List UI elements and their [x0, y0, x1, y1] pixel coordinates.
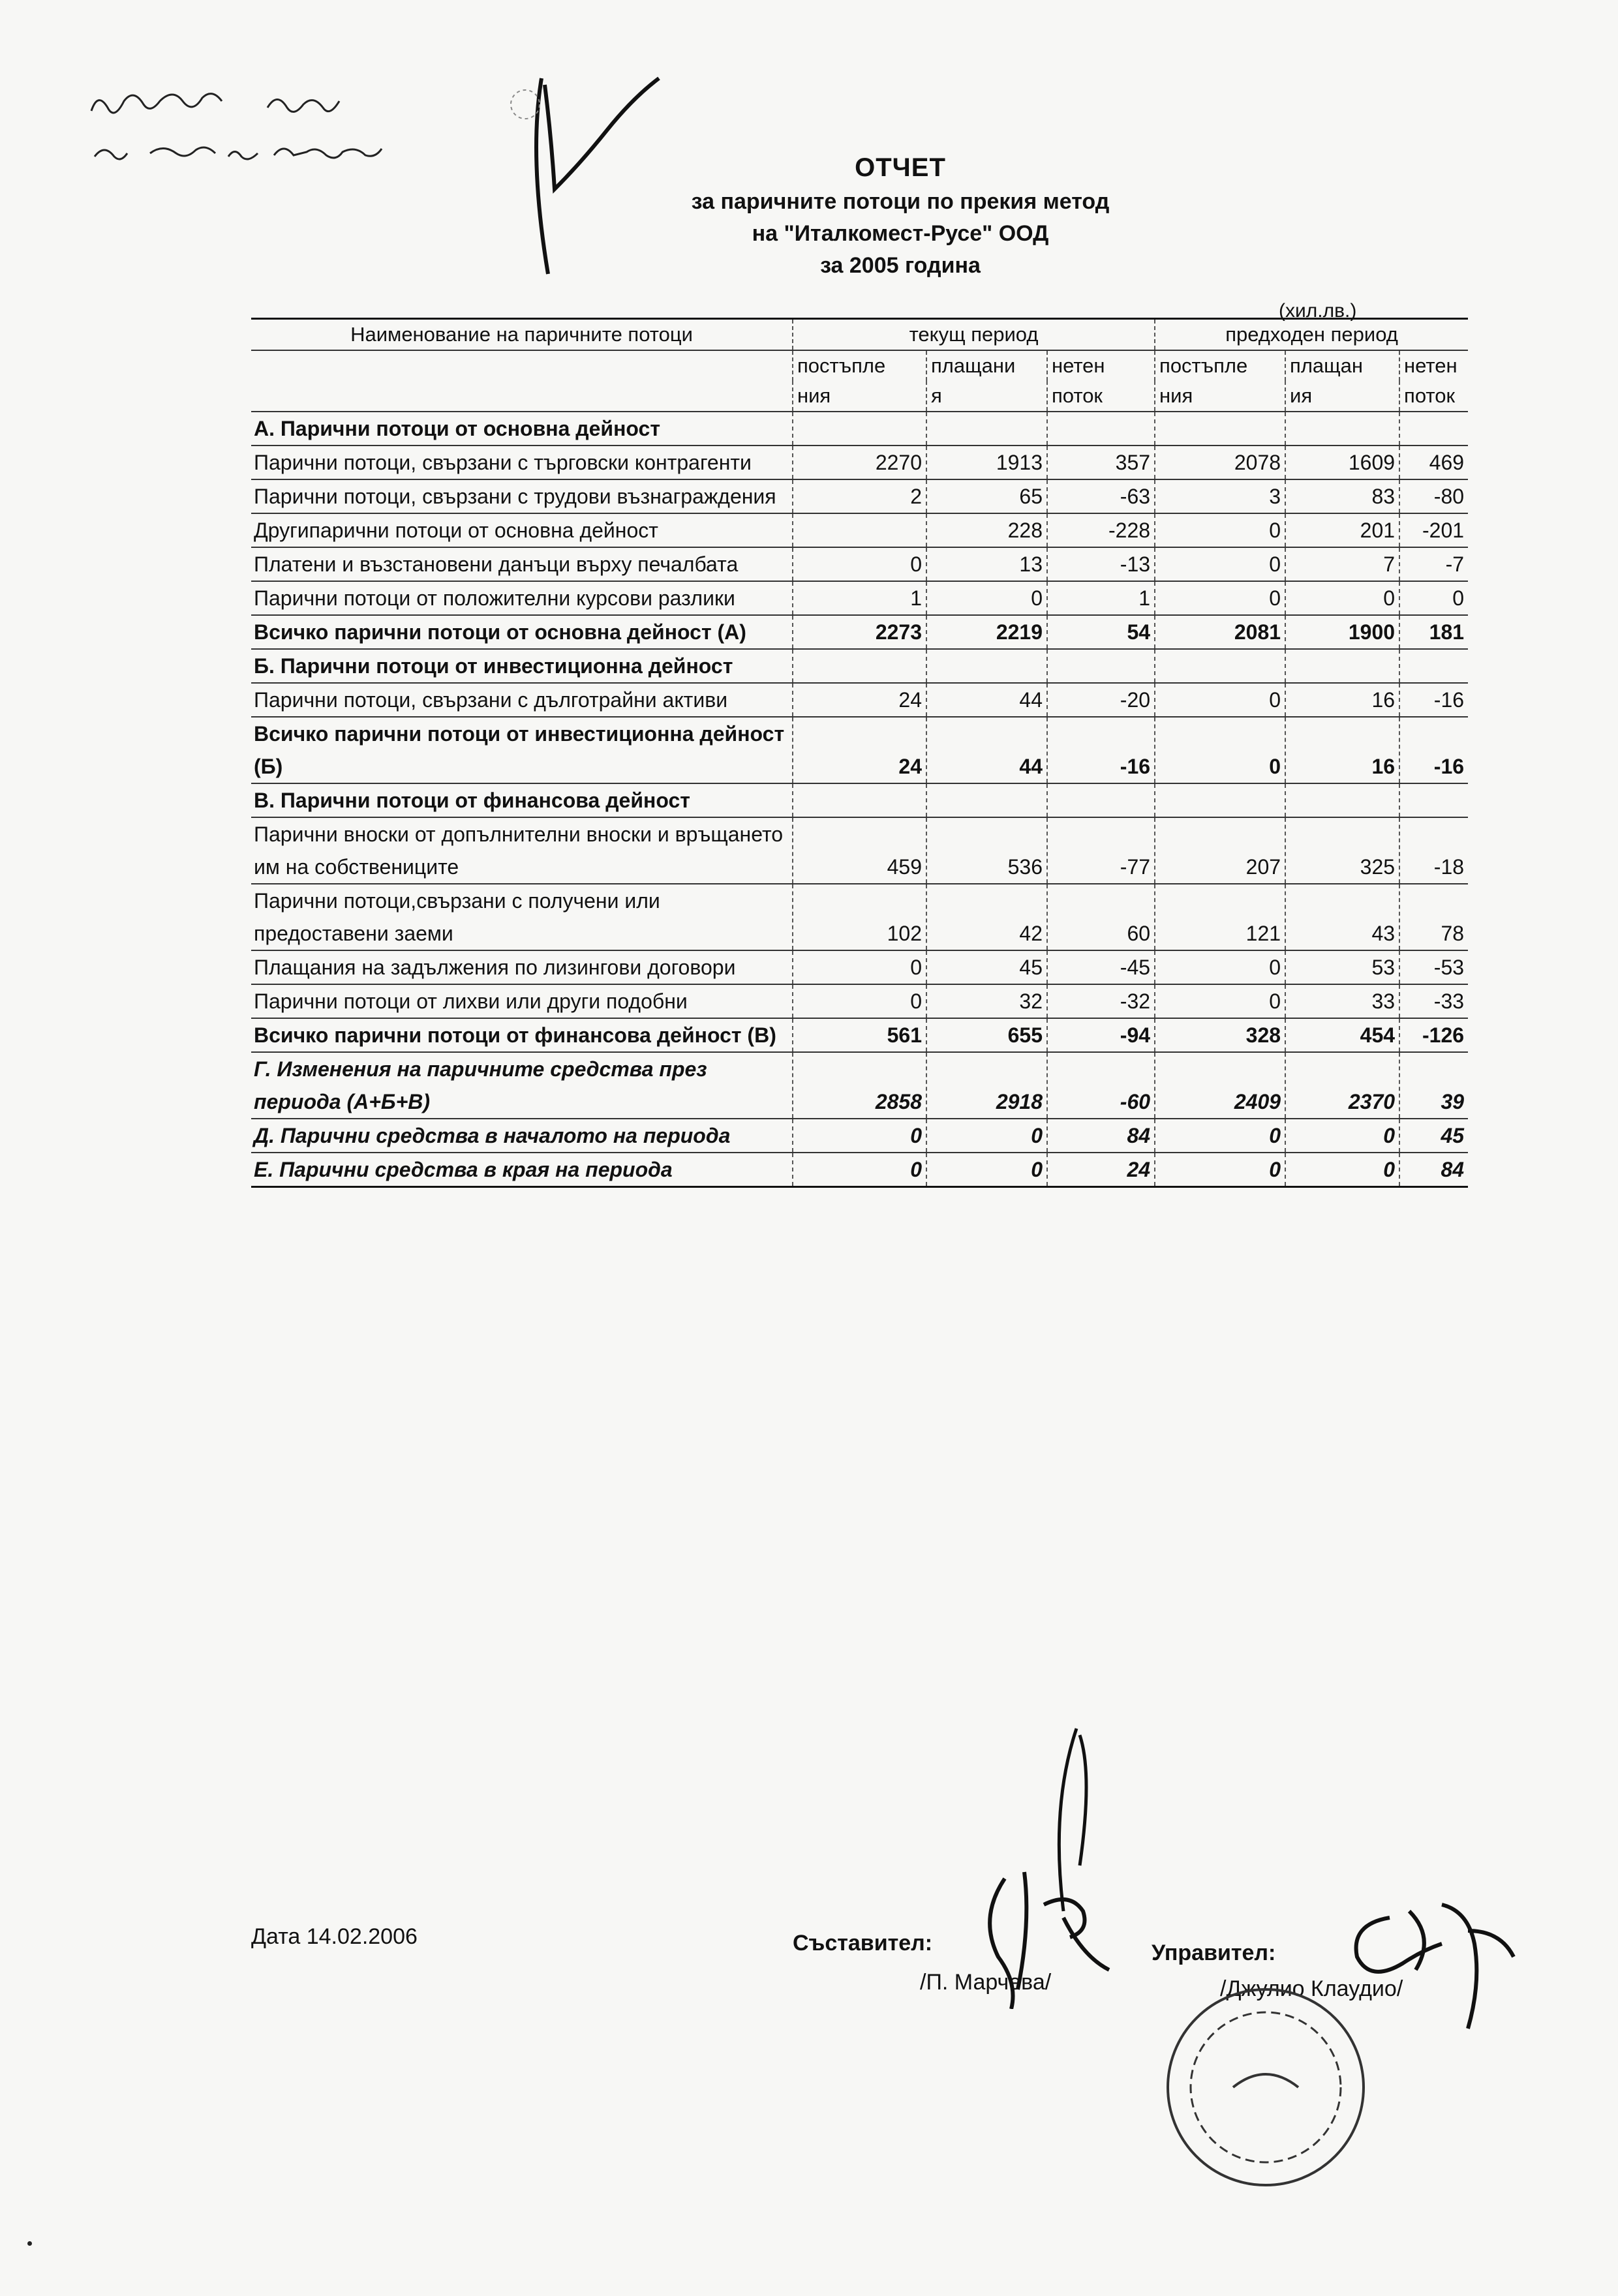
hdr-receipts-prev: постъпле: [1155, 350, 1285, 381]
cell-c2: 0: [926, 1119, 1047, 1153]
cell-c1: 0: [793, 547, 926, 581]
table-row: [251, 547, 1468, 581]
compiler-name: /П. Марчева/: [920, 1970, 1052, 1995]
cell-c2: 13: [926, 547, 1047, 581]
cell-p2: 325: [1285, 817, 1399, 884]
cell-c1: 102: [793, 884, 926, 950]
cell-p2: 33: [1285, 984, 1399, 1018]
cell-p1: 2081: [1155, 615, 1285, 649]
table-row: [251, 1052, 1468, 1119]
cell-c1: 24: [793, 717, 926, 783]
cell-p2: 454: [1285, 1018, 1399, 1052]
company-stamp: [1155, 1976, 1377, 2198]
cell-p3: 181: [1399, 615, 1468, 649]
cell-c3: 60: [1047, 884, 1155, 950]
table-row: [251, 615, 1468, 649]
row-label: Парични потоци, свързани с търговски контрагенти: [251, 446, 793, 479]
cell-p1: 0: [1155, 717, 1285, 783]
cell-c3: [1047, 649, 1155, 683]
table-row: [251, 649, 1468, 683]
cell-p2: 83: [1285, 479, 1399, 513]
hdr-payments-cur: плащани: [926, 350, 1047, 381]
compiler-label: Съставител:: [793, 1931, 933, 1956]
units-label: (хил.лв.): [1279, 300, 1357, 322]
table-row: [251, 479, 1468, 513]
report-company: на "Италкомест-Русе" ООД: [752, 221, 1049, 246]
cell-p1: 0: [1155, 984, 1285, 1018]
cell-p3: -201: [1399, 513, 1468, 547]
table-row: [251, 1119, 1468, 1153]
row-label: Г. Изменения на паричните средства през периода (А+Б+В): [251, 1052, 793, 1119]
cell-c2: 536: [926, 817, 1047, 884]
cell-c3: -45: [1047, 950, 1155, 984]
cell-p3: 84: [1399, 1153, 1468, 1187]
hdr-net-prev-2: поток: [1399, 381, 1468, 412]
cell-c3: -13: [1047, 547, 1155, 581]
cell-p2: [1285, 649, 1399, 683]
cell-p3: [1399, 783, 1468, 817]
cell-p3: -18: [1399, 817, 1468, 884]
cell-c2: 1913: [926, 446, 1047, 479]
cell-p3: [1399, 412, 1468, 446]
cell-p3: -16: [1399, 717, 1468, 783]
report-date: Дата 14.02.2006: [251, 1924, 418, 1949]
cell-c1: 0: [793, 950, 926, 984]
cell-c2: 65: [926, 479, 1047, 513]
cell-p3: 469: [1399, 446, 1468, 479]
cell-p2: 16: [1285, 717, 1399, 783]
cell-p1: 2078: [1155, 446, 1285, 479]
cell-c2: 32: [926, 984, 1047, 1018]
handwritten-note: [78, 72, 548, 202]
table-row: [251, 683, 1468, 717]
table-row: [251, 717, 1468, 783]
cell-c2: [926, 649, 1047, 683]
cell-c2: 44: [926, 683, 1047, 717]
title-block: [574, 153, 1227, 279]
table-row: [251, 581, 1468, 615]
cell-p3: [1399, 649, 1468, 683]
cell-c2: 45: [926, 950, 1047, 984]
cell-p2: [1285, 412, 1399, 446]
cell-p2: 0: [1285, 581, 1399, 615]
cell-c3: [1047, 783, 1155, 817]
table-row: [251, 884, 1468, 950]
cell-p2: 201: [1285, 513, 1399, 547]
row-label: Всичко парични потоци от инвестиционна дейност (Б): [251, 717, 793, 783]
cell-p3: -16: [1399, 683, 1468, 717]
table-row: [251, 817, 1468, 884]
cell-c1: 1: [793, 581, 926, 615]
table-header-row-3: [251, 381, 1468, 412]
cell-c3: -16: [1047, 717, 1155, 783]
cell-c2: 2219: [926, 615, 1047, 649]
cell-c2: [926, 783, 1047, 817]
speck: [27, 2241, 32, 2246]
cell-p2: 16: [1285, 683, 1399, 717]
cell-p1: 0: [1155, 581, 1285, 615]
cell-p3: 45: [1399, 1119, 1468, 1153]
row-label: В. Парични потоци от финансова дейност: [251, 783, 793, 817]
cell-p3: -53: [1399, 950, 1468, 984]
cell-c1: 561: [793, 1018, 926, 1052]
table-row: [251, 412, 1468, 446]
row-label: Платени и възстановени данъци върху печалбата: [251, 547, 793, 581]
report-title: ОТЧЕТ: [855, 153, 946, 182]
cell-c3: 357: [1047, 446, 1155, 479]
cell-p1: 207: [1155, 817, 1285, 884]
cell-p2: 53: [1285, 950, 1399, 984]
cell-c3: 24: [1047, 1153, 1155, 1187]
cell-c2: 228: [926, 513, 1047, 547]
cell-c1: 2273: [793, 615, 926, 649]
cell-p1: 0: [1155, 1119, 1285, 1153]
report-year: за 2005 година: [820, 253, 981, 278]
cell-c3: 54: [1047, 615, 1155, 649]
cell-c1: 2: [793, 479, 926, 513]
cell-p3: 0: [1399, 581, 1468, 615]
current-period-header: текущ период: [793, 319, 1155, 351]
row-label: Другипарични потоци от основна дейност: [251, 513, 793, 547]
hdr-payments-prev-2: ия: [1285, 381, 1399, 412]
manager-name: /Джулио Клаудио/: [1220, 1976, 1403, 2001]
cell-c3: -32: [1047, 984, 1155, 1018]
report-subtitle-method: за паричните потоци по прекия метод: [691, 189, 1110, 214]
cell-p1: 0: [1155, 683, 1285, 717]
row-label: Е. Парични средства в края на периода: [251, 1153, 793, 1187]
cell-p3: -7: [1399, 547, 1468, 581]
row-label: А. Парични потоци от основна дейност: [251, 412, 793, 446]
cell-p2: 7: [1285, 547, 1399, 581]
hdr-receipts-prev-2: ния: [1155, 381, 1285, 412]
table-row: [251, 984, 1468, 1018]
hdr-payments-cur-2: я: [926, 381, 1047, 412]
cell-p1: 328: [1155, 1018, 1285, 1052]
cell-p3: 39: [1399, 1052, 1468, 1119]
cell-c3: -94: [1047, 1018, 1155, 1052]
hdr-net-cur-2: поток: [1047, 381, 1155, 412]
cell-p2: 0: [1285, 1119, 1399, 1153]
cell-p1: 121: [1155, 884, 1285, 950]
table-row: [251, 446, 1468, 479]
cell-p3: -126: [1399, 1018, 1468, 1052]
col-name-header: Наименование на паричните потоци: [251, 319, 793, 351]
cell-p1: 0: [1155, 513, 1285, 547]
table-row: [251, 950, 1468, 984]
table-row: [251, 783, 1468, 817]
cell-p2: [1285, 783, 1399, 817]
cell-c3: -60: [1047, 1052, 1155, 1119]
table-header-row-2: [251, 350, 1468, 381]
hdr-net-prev: нетен: [1399, 350, 1468, 381]
cell-c3: [1047, 412, 1155, 446]
cell-p1: 2409: [1155, 1052, 1285, 1119]
cell-p3: -33: [1399, 984, 1468, 1018]
hdr-receipts-cur-2: ния: [793, 381, 926, 412]
cell-c1: [793, 783, 926, 817]
row-label: Парични потоци от положителни курсови разлики: [251, 581, 793, 615]
cell-c3: 84: [1047, 1119, 1155, 1153]
cell-p1: 0: [1155, 547, 1285, 581]
cell-p1: [1155, 649, 1285, 683]
cell-p3: -80: [1399, 479, 1468, 513]
cell-c3: -77: [1047, 817, 1155, 884]
cell-p2: 0: [1285, 1153, 1399, 1187]
cell-c2: 2918: [926, 1052, 1047, 1119]
cell-c2: 0: [926, 1153, 1047, 1187]
cell-c3: -20: [1047, 683, 1155, 717]
table-row: [251, 1153, 1468, 1187]
cell-c2: [926, 412, 1047, 446]
row-label: Всичко парични потоци от финансова дейност (В): [251, 1018, 793, 1052]
cell-c1: [793, 412, 926, 446]
cell-c1: 0: [793, 984, 926, 1018]
cell-c3: -63: [1047, 479, 1155, 513]
cell-p1: 0: [1155, 1153, 1285, 1187]
row-label: Парични потоци,свързани с получени или предоставени заеми: [251, 884, 793, 950]
cell-c1: 24: [793, 683, 926, 717]
cell-c1: 2270: [793, 446, 926, 479]
cell-p2: 1900: [1285, 615, 1399, 649]
cash-flow-table: [251, 318, 1468, 1188]
table-row: [251, 513, 1468, 547]
row-label: Б. Парични потоци от инвестиционна дейност: [251, 649, 793, 683]
cell-p3: 78: [1399, 884, 1468, 950]
table-row: [251, 1018, 1468, 1052]
row-label: Всичко парични потоци от основна дейност (А): [251, 615, 793, 649]
cell-p1: [1155, 412, 1285, 446]
cell-c2: 42: [926, 884, 1047, 950]
cell-c2: 655: [926, 1018, 1047, 1052]
manager-label: Управител:: [1152, 1941, 1276, 1965]
table-header-row-1: [251, 319, 1468, 351]
row-label: Парични вноски от допълнителни вноски и връщането им на собствениците: [251, 817, 793, 884]
cell-c1: 459: [793, 817, 926, 884]
cell-p2: 2370: [1285, 1052, 1399, 1119]
cell-c1: [793, 513, 926, 547]
row-label: Парични потоци, свързани с дълготрайни активи: [251, 683, 793, 717]
row-label: Парични потоци, свързани с трудови възнаграждения: [251, 479, 793, 513]
cell-c3: 1: [1047, 581, 1155, 615]
cell-p1: 0: [1155, 950, 1285, 984]
row-label: Плащания на задължения по лизингови договори: [251, 950, 793, 984]
cell-c3: -228: [1047, 513, 1155, 547]
cell-c1: [793, 649, 926, 683]
cell-c1: 2858: [793, 1052, 926, 1119]
cell-c1: 0: [793, 1119, 926, 1153]
hdr-receipts-cur: постъпле: [793, 350, 926, 381]
cell-p1: 3: [1155, 479, 1285, 513]
hdr-payments-prev: плащан: [1285, 350, 1399, 381]
row-label: Д. Парични средства в началото на периода: [251, 1119, 793, 1153]
cell-p2: 43: [1285, 884, 1399, 950]
cell-c2: 0: [926, 581, 1047, 615]
hdr-net-cur: нетен: [1047, 350, 1155, 381]
cell-p2: 1609: [1285, 446, 1399, 479]
cell-c2: 44: [926, 717, 1047, 783]
compiler-signature: [966, 1865, 1122, 2009]
cell-c1: 0: [793, 1153, 926, 1187]
previous-period-header: предходен период: [1155, 319, 1468, 351]
cell-p1: [1155, 783, 1285, 817]
row-label: Парични потоци от лихви или други подобни: [251, 984, 793, 1018]
